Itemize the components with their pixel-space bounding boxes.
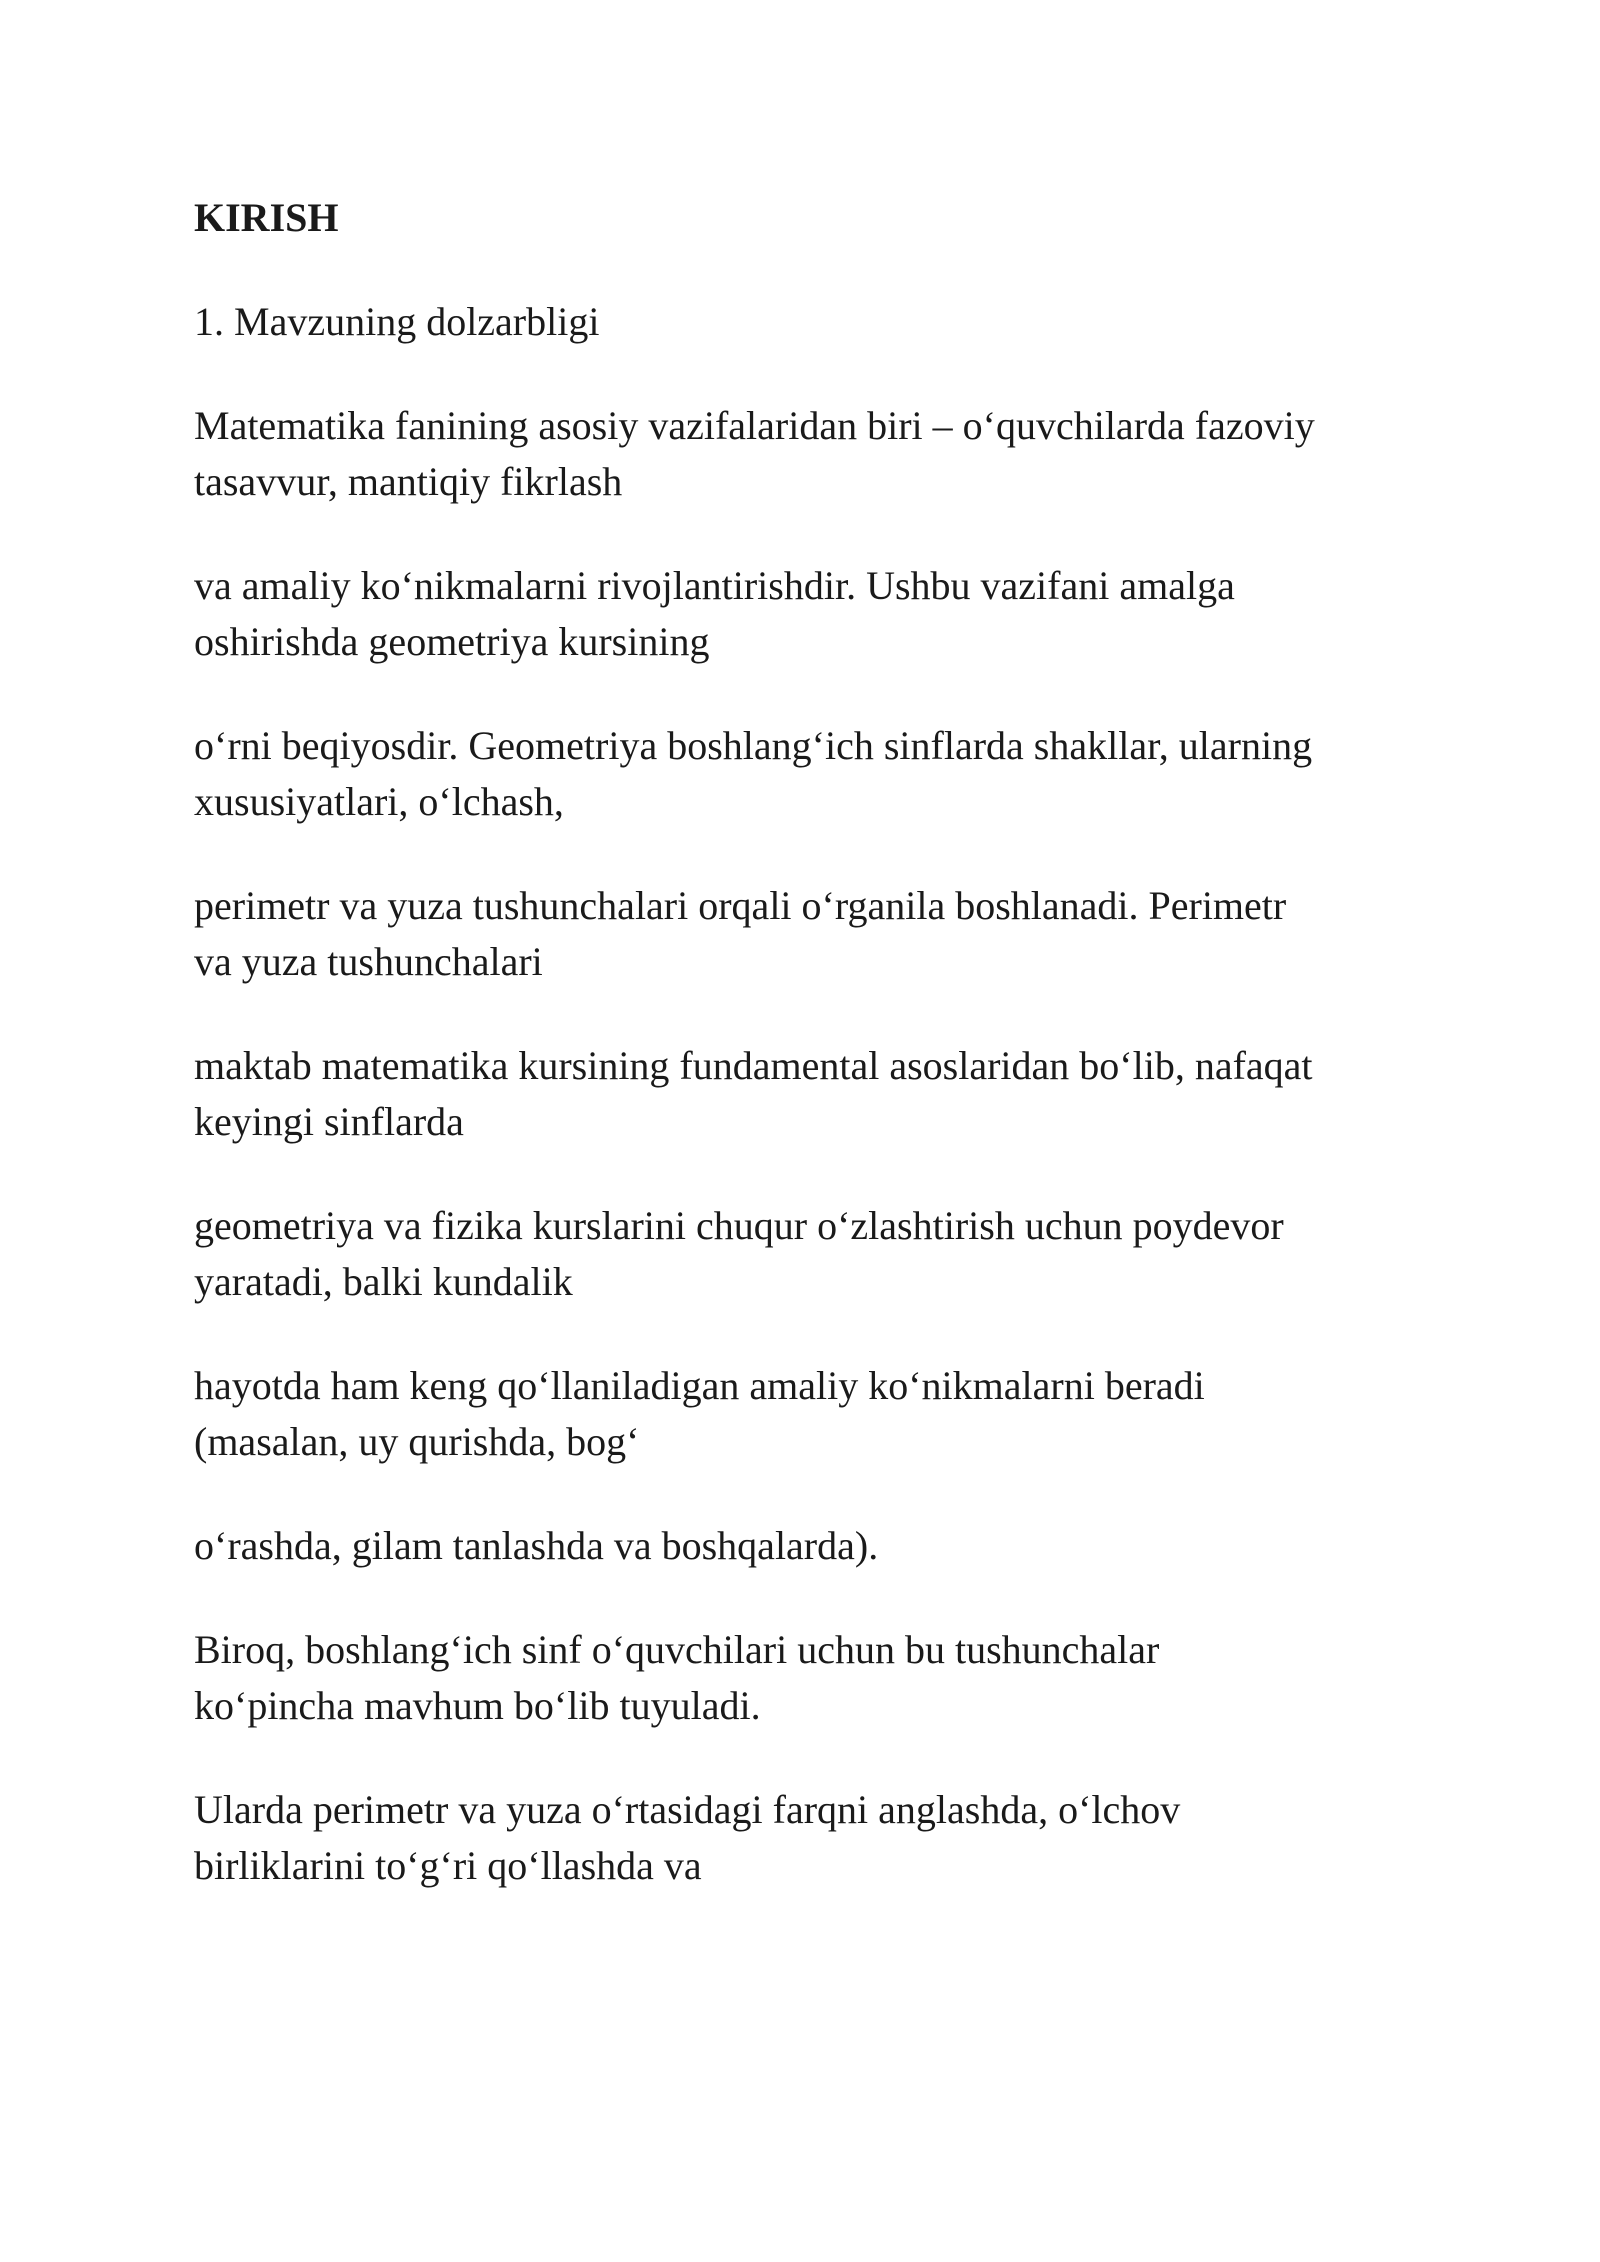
paragraph xyxy=(194,878,1424,990)
paragraph xyxy=(194,558,1424,670)
paragraph xyxy=(194,1622,1424,1734)
paragraph-line: yaratadi, balki kundalik xyxy=(194,1259,573,1304)
paragraph-line: keyingi sinflarda xyxy=(194,1099,464,1144)
paragraph-line: (masalan, uy qurishda, bog‘ xyxy=(194,1419,640,1464)
paragraph-line: o‘rashda, gilam tanlashda va boshqalarda). xyxy=(194,1523,879,1568)
paragraph xyxy=(194,1782,1424,1894)
paragraph xyxy=(194,1038,1424,1150)
paragraph xyxy=(194,1518,1424,1574)
paragraph xyxy=(194,718,1424,830)
subsection-heading: 1. Mavzuning dolzarbligi xyxy=(194,299,600,344)
section-heading: KIRISH xyxy=(194,195,339,240)
paragraph-line: Ularda perimetr va yuza o‘rtasidagi farqni anglashda, o‘lchov xyxy=(194,1787,1181,1832)
paragraph-line: geometriya va fizika kurslarini chuqur o‘zlashtirish uchun poydevor xyxy=(194,1203,1284,1248)
paragraph xyxy=(194,398,1424,510)
document-body xyxy=(194,190,1424,1942)
paragraph xyxy=(194,1198,1424,1310)
paragraph-line: va amaliy ko‘nikmalarni rivojlantirishdir. Ushbu vazifani amalga xyxy=(194,563,1235,608)
paragraph-line: ko‘pincha mavhum bo‘lib tuyuladi. xyxy=(194,1683,761,1728)
paragraph-line: oshirishda geometriya kursining xyxy=(194,619,710,664)
paragraph-line: hayotda ham keng qo‘llaniladigan amaliy ko‘nikmalarni beradi xyxy=(194,1363,1205,1408)
paragraph-line: xususiyatlari, o‘lchash, xyxy=(194,779,564,824)
paragraph-line: maktab matematika kursining fundamental asoslaridan bo‘lib, nafaqat xyxy=(194,1043,1313,1088)
paragraph xyxy=(194,1358,1424,1470)
paragraph-line: o‘rni beqiyosdir. Geometriya boshlang‘ich sinflarda shakllar, ularning xyxy=(194,723,1313,768)
paragraph-line: Matematika fanining asosiy vazifalaridan biri – o‘quvchilarda fazoviy xyxy=(194,403,1315,448)
paragraph-line: va yuza tushunchalari xyxy=(194,939,543,984)
paragraph-line: birliklarini to‘g‘ri qo‘llashda va xyxy=(194,1843,702,1888)
paragraph-line: perimetr va yuza tushunchalari orqali o‘rganila boshlanadi. Perimetr xyxy=(194,883,1287,928)
paragraph-line: tasavvur, mantiqiy fikrlash xyxy=(194,459,623,504)
paragraph-line: Biroq, boshlang‘ich sinf o‘quvchilari uchun bu tushunchalar xyxy=(194,1627,1160,1672)
